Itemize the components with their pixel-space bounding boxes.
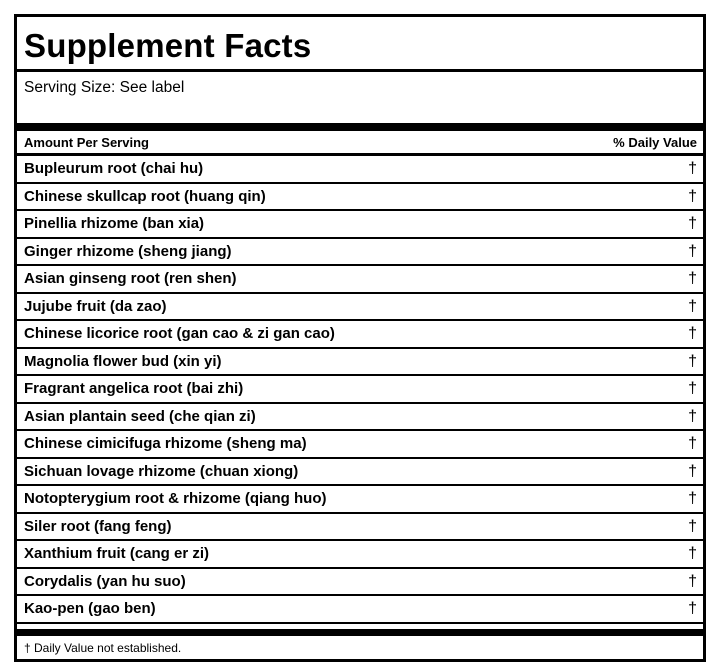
daily-value-dagger: † (688, 297, 697, 315)
daily-value-dagger: † (688, 462, 697, 480)
ingredient-name: Asian ginseng root (ren shen) (24, 270, 237, 287)
daily-value-dagger: † (688, 187, 697, 205)
title-divider (17, 69, 703, 72)
daily-value-dagger: † (688, 215, 697, 232)
ingredient-name: Notopterygium root & rhizome (qiang huo) (24, 490, 327, 507)
ingredient-row (17, 184, 703, 212)
ingredient-name: Sichuan lovage rhizome (chuan xiong) (24, 462, 299, 480)
ingredient-row (17, 211, 703, 239)
daily-value-dagger: † (688, 545, 697, 562)
ingredient-row (17, 294, 703, 322)
daily-value-dagger: † (688, 490, 697, 507)
daily-value-dagger: † (688, 160, 697, 177)
ingredient-row (17, 376, 703, 404)
daily-value-dagger: † (688, 600, 697, 617)
ingredient-name: Bupleurum root (chai hu) (24, 160, 204, 177)
panel-title: Supplement Facts (24, 27, 312, 64)
daily-value-dagger: † (688, 352, 697, 370)
ingredient-row (17, 266, 703, 294)
ingredient-name: Ginger rhizome (sheng jiang) (24, 242, 232, 260)
daily-value-dagger: † (688, 380, 697, 397)
supplement-facts-panel (14, 14, 706, 662)
ingredient-row (17, 321, 703, 349)
ingredient-name: Jujube fruit (da zao) (24, 297, 167, 315)
ingredient-row (17, 459, 703, 487)
ingredient-row (17, 156, 703, 184)
daily-value-dagger: † (688, 407, 697, 425)
ingredient-row (17, 349, 703, 377)
ingredient-row (17, 486, 703, 514)
ingredient-name: Chinese licorice root (gan cao & zi gan cao) (24, 325, 335, 342)
ingredient-name: Xanthium fruit (cang er zi) (24, 545, 210, 562)
daily-value-dagger: † (688, 517, 697, 535)
ingredient-name: Chinese skullcap root (huang qin) (24, 187, 266, 205)
ingredient-row (17, 569, 703, 597)
serving-size: Serving Size: See label (24, 79, 185, 96)
ingredient-name: Fragrant angelica root (bai zhi) (24, 380, 244, 397)
ingredient-name: Siler root (fang feng) (24, 517, 172, 535)
thick-divider-bottom (17, 629, 703, 636)
daily-value-dagger: † (688, 572, 697, 590)
daily-value-dagger: † (688, 325, 697, 342)
ingredient-name: Kao-pen (gao ben) (24, 600, 156, 617)
ingredient-row (17, 596, 703, 624)
ingredient-list (17, 156, 703, 624)
ingredient-name: Asian plantain seed (che qian zi) (24, 407, 256, 425)
ingredient-name: Magnolia flower bud (xin yi) (24, 352, 222, 370)
ingredient-name: Corydalis (yan hu suo) (24, 572, 186, 590)
ingredient-name: Pinellia rhizome (ban xia) (24, 215, 205, 232)
ingredient-row (17, 404, 703, 432)
ingredient-row (17, 431, 703, 459)
ingredient-row (17, 541, 703, 569)
ingredient-row (17, 514, 703, 542)
footnote: † Daily Value not established. (24, 641, 182, 655)
daily-value-dagger: † (688, 435, 697, 452)
ingredient-name: Chinese cimicifuga rhizome (sheng ma) (24, 435, 307, 452)
daily-value-dagger: † (688, 270, 697, 287)
daily-value-dagger: † (688, 242, 697, 260)
thick-divider-top (17, 123, 703, 131)
amount-per-serving-header: Amount Per Serving (24, 135, 149, 150)
daily-value-header: % Daily Value (613, 135, 697, 150)
column-header-row (17, 131, 703, 153)
ingredient-row (17, 239, 703, 267)
